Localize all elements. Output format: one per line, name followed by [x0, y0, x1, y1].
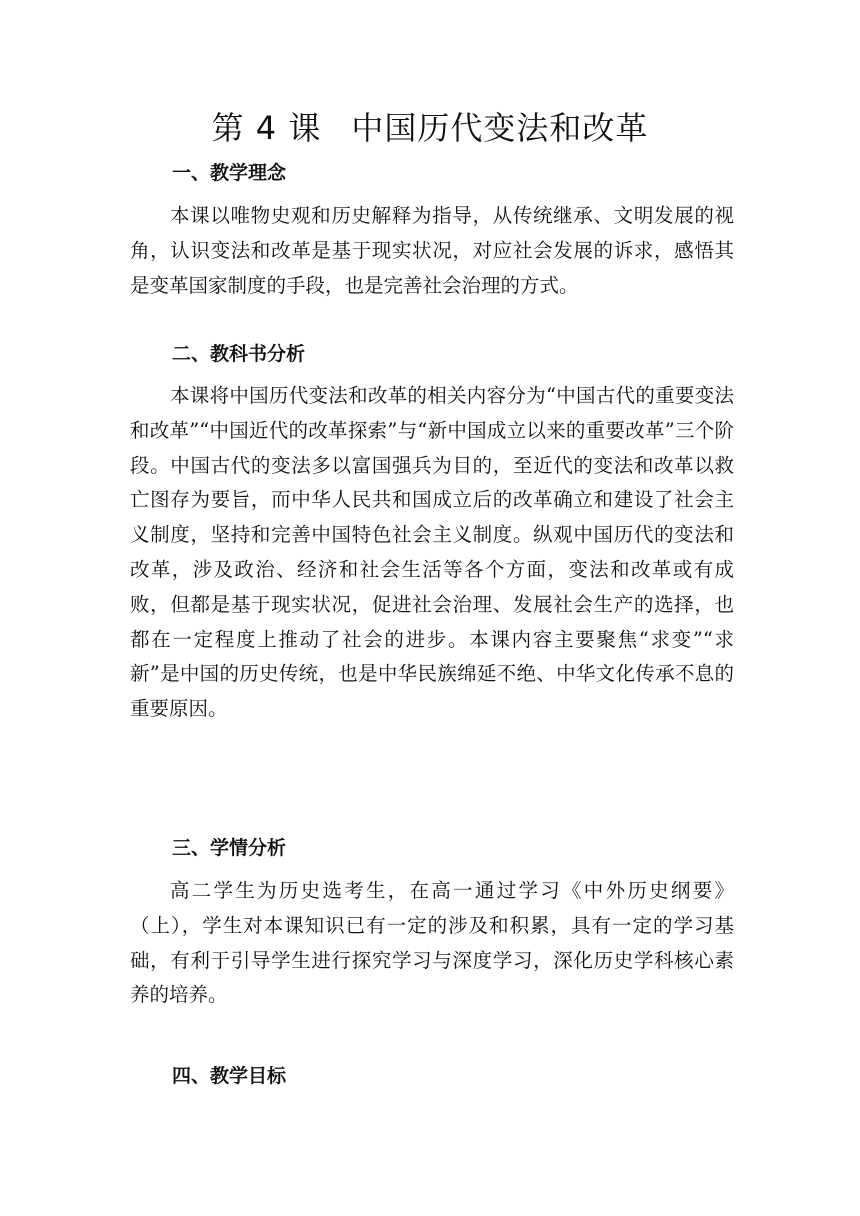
section-heading-teaching-objectives: 四、教学目标	[172, 1065, 287, 1087]
lesson-topic: 中国历代变法和改革	[351, 109, 649, 147]
section-paragraph-textbook-analysis: 本课将中国历代变法和改革的相关内容分为“中国古代的重要变法和改革”“中国近代的改革探索”与“新中国成立以来的重要改革”三个阶段。中国古代的变法多以富国强兵为目的，至近代的变法和改革以救亡图存为要旨，而中华人民共和国成立后的改革确立和建设了社会主义制度，坚持和完善中国特色社会主义制度。纵观中国历代的变法和改革，涉及政治、经济和社会生活等各个方面，变法和改革或有成败，但都是基于现实状况，促进社会治理、发展社会生产的选择，也都在一定程度上推动了社会的进步。本课内容主要聚焦“求变”“求新”是中国的历史传统，也是中华民族绵延不绝、中华文化传承不息的重要原因。	[130, 384, 734, 721]
lesson-title	[0, 106, 860, 150]
section-heading-student-analysis: 三、学情分析	[172, 837, 287, 859]
section-paragraph-student-analysis: 高二学生为历史选考生，在高一通过学习《中外历史纲要》（上），学生对本课知识已有一定的涉及和积累，具有一定的学习基础，有利于引导学生进行探究学习与深度学习，深化历史学科核心素养的培养。	[130, 879, 734, 1007]
section-paragraph-teaching-philosophy: 本课以唯物史观和历史解释为指导，从传统继承、文明发展的视角，认识变法和改革是基于现实状况，对应社会发展的诉求，感悟其是变革国家制度的手段，也是完善社会治理的方式。	[130, 204, 734, 297]
lesson-number: 第 4 课	[211, 109, 322, 147]
section-heading-textbook-analysis: 二、教科书分析	[172, 343, 306, 365]
section-heading-teaching-philosophy: 一、教学理念	[172, 162, 287, 184]
